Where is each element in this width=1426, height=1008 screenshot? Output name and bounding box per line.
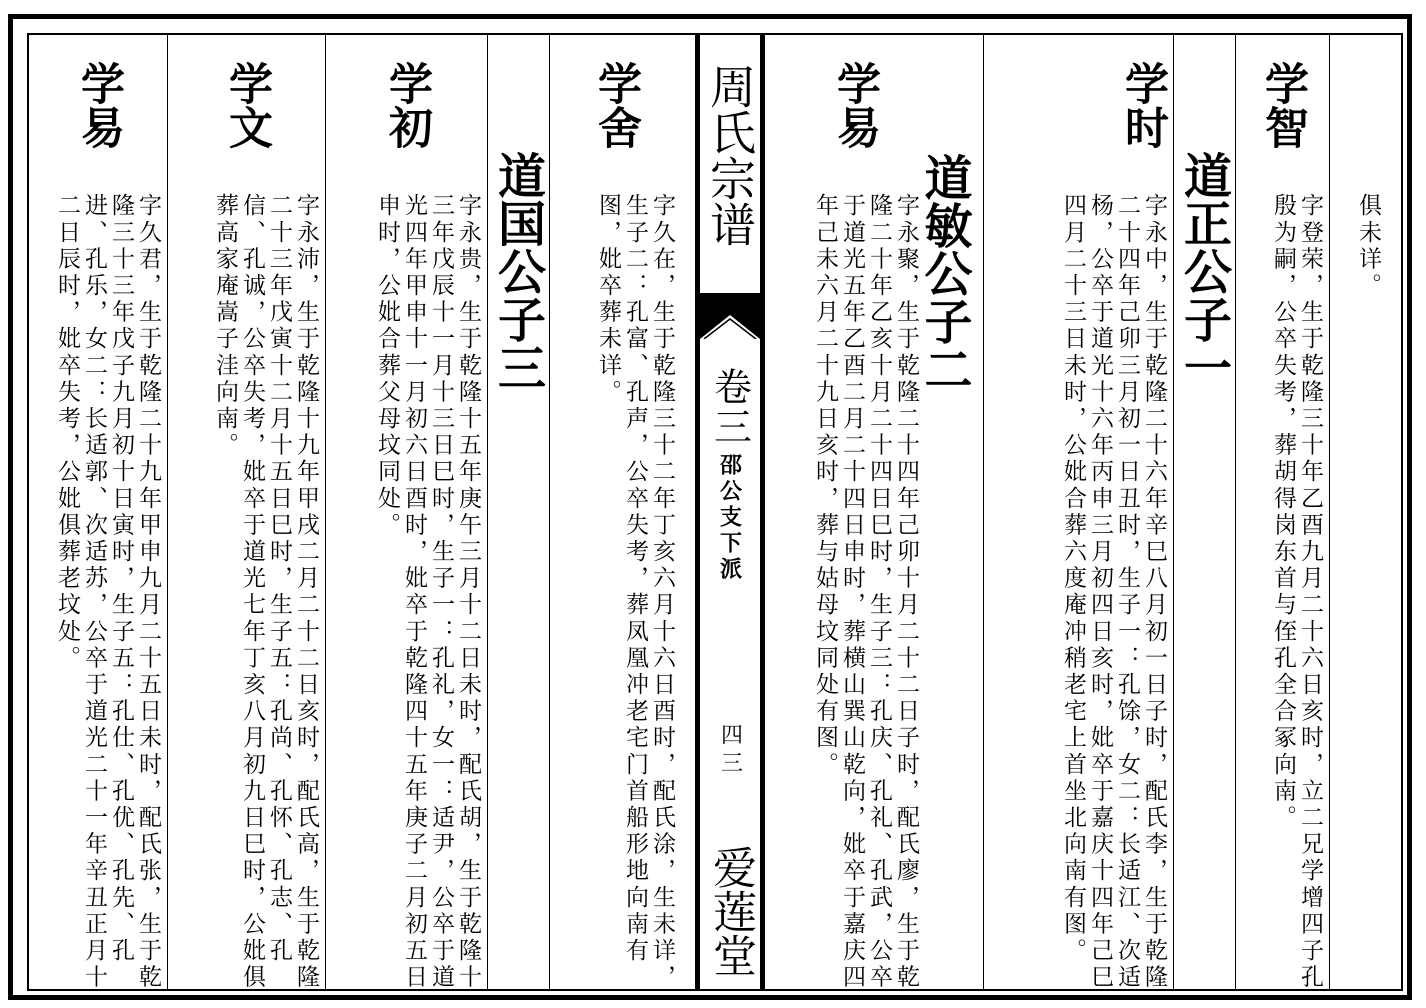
entry-xueshi bbox=[983, 43, 1173, 991]
spine-band bbox=[700, 293, 760, 315]
generation-header-daoguo bbox=[487, 43, 549, 981]
generation-title: 道国公子三 bbox=[489, 151, 546, 391]
volume-label: 卷三 bbox=[707, 367, 752, 447]
entry-text: 字永沛，生于乾隆十九年甲戌二月二十二日亥时，配氏高，生于乾隆二十三年戊寅十二月十五日巳时，生子五：孔尚、孔怀、孔志、孔信、孔诚，公卒失考，妣卒于道光七年丁亥八月初九日巳时，公妣俱葬高家庵嵩子洼向南。 bbox=[212, 193, 319, 991]
book-spine bbox=[695, 35, 765, 989]
generation-title: 道敏公子二 bbox=[916, 153, 972, 393]
person-name: 学智 bbox=[1257, 61, 1308, 149]
entry-xuewen bbox=[167, 43, 325, 991]
entry-xuechu bbox=[325, 43, 487, 991]
hall-name: 爱莲堂 bbox=[705, 845, 756, 977]
entry-continuation bbox=[1329, 43, 1401, 981]
person-name: 学初 bbox=[381, 61, 432, 149]
book-title: 周氏宗谱 bbox=[703, 63, 757, 247]
entry-text: 字永聚，生于乾隆二十四年己卯十月二十二日子时，配氏廖，生于乾隆二十年乙亥十月二十四日巳时，生子三：孔庆、孔礼、孔武，公卒于道光五年乙酉二月二十四日申时，葬横山巽山乾向，妣卒于嘉庆四年己未六月二十九日亥时，葬与姑母坟同处有图。 bbox=[812, 193, 919, 991]
person-name: 学舍 bbox=[590, 61, 641, 149]
person-name: 学时 bbox=[1117, 61, 1168, 149]
generation-header-daozheng bbox=[1173, 43, 1235, 981]
entry-text: 字永贵，生于乾隆十五年庚午三月十二日未时，配氏胡，生于乾隆十三年戊辰十一月十三日巳时，生子一：孔礼，女一：适尹，公卒于道光四年甲申十一月初六日酉时，妣卒于乾隆四十五年庚子二月初五日申时，公妣合葬父母坟同处。 bbox=[374, 193, 481, 991]
entry-xueyi-yongju bbox=[769, 43, 983, 991]
entry-text: 字久在，生于乾隆三十二年丁亥六月十六日酉时，配氏涂，生未详，生子二：孔富、孔声，公卒失考，葬凤凰冲老宅门首船形地向南有图，妣卒葬未详。 bbox=[595, 193, 675, 991]
entry-xueshe bbox=[549, 43, 681, 991]
page-number: 四三 bbox=[717, 723, 743, 779]
entry-text: 字久君，生于乾隆二十九年甲申九月二十五日未时，配氏张，生于乾隆三十三年戊子九月初十日寅时，生子五：孔仕、孔优、孔先、孔进、孔乐，女二：长适郭、次适苏，公卒于道光二十一年辛丑正月十二日辰时，妣卒失考，公妣俱葬老坟处。 bbox=[54, 193, 161, 991]
person-name: 学易 bbox=[829, 61, 880, 149]
entry-xuezhi bbox=[1235, 43, 1329, 991]
page-inner-border bbox=[27, 33, 1403, 991]
entry-text: 字登荣，生于乾隆三十年乙酉九月二十六日亥时，立二兄学增四子孔殷为嗣，公卒失考，葬胡得岗东首与侄孔全合冢向南。 bbox=[1270, 193, 1323, 991]
branch-label: 邵公支下派 bbox=[716, 453, 743, 583]
entry-xueyi-jiujun bbox=[29, 43, 167, 991]
page-frame bbox=[8, 14, 1412, 1000]
generation-title: 道正公子一 bbox=[1175, 151, 1232, 391]
fishtail-mark-icon bbox=[700, 313, 760, 339]
entry-text: 俱未详。 bbox=[1355, 193, 1381, 300]
person-name: 学文 bbox=[221, 61, 272, 149]
person-name: 学易 bbox=[73, 61, 124, 149]
entry-text: 字永中，生于乾隆二十六年辛巳八月初一日子时，配氏李，生于乾隆二十四年己卯三月初一日丑时，生子一：孔馀，女二：长适江、次适杨，公卒于道光十六年丙申三月初四日亥时，妣卒于嘉庆十四年己巳四月二十三日未时，公妣合葬六度庵冲稍老宅上首坐北向南有图。 bbox=[1060, 193, 1167, 991]
